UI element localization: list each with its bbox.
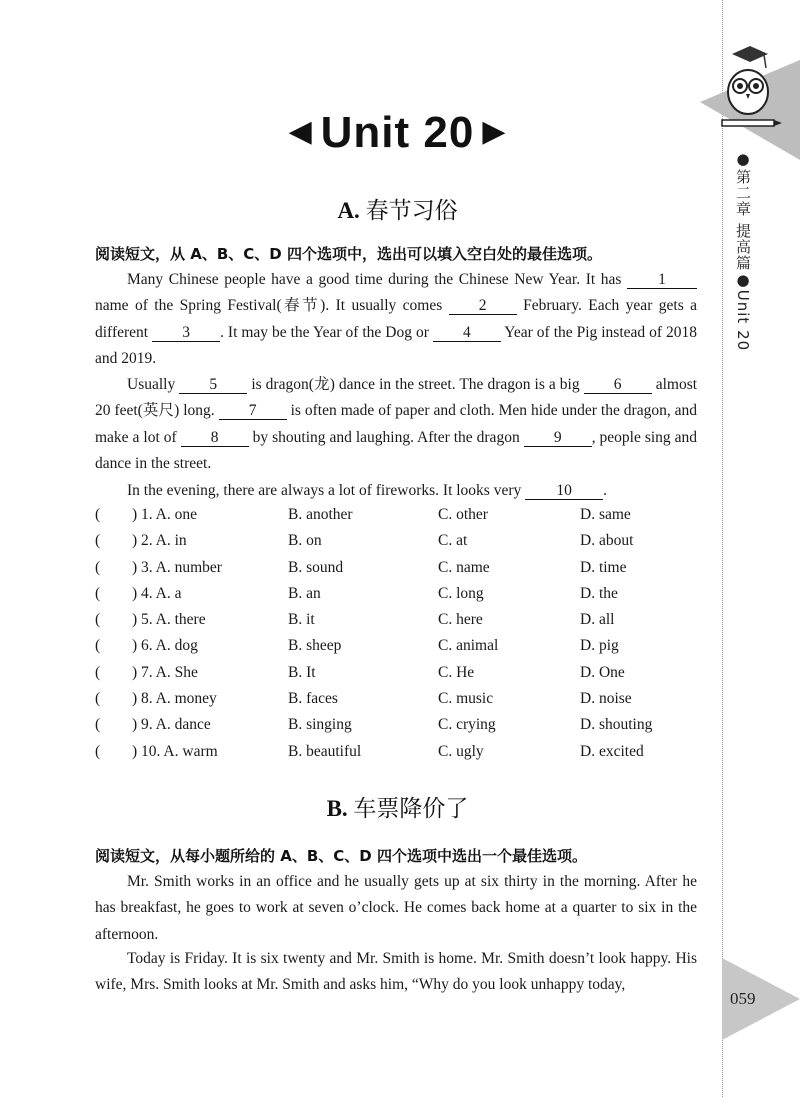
text: Many Chinese people have a good time during the Chinese New Year. It has: [127, 271, 622, 288]
option-a: ) 6. A. dog: [132, 637, 198, 655]
blank-8[interactable]: 8: [181, 429, 249, 447]
answer-bracket[interactable]: (: [95, 742, 101, 760]
option-a: ) 7. A. She: [132, 663, 198, 681]
question-row: [95, 741, 695, 767]
text: In the evening, there are always a lot of fireworks. It looks very: [127, 482, 522, 499]
answer-bracket[interactable]: (: [95, 532, 101, 550]
answer-bracket[interactable]: (: [95, 716, 101, 734]
option-c: C. here: [438, 611, 483, 629]
option-b: B. sound: [288, 558, 344, 576]
option-d: D. noise: [580, 690, 632, 708]
option-c: C. crying: [438, 716, 496, 734]
options-list: [95, 504, 695, 767]
answer-bracket[interactable]: (: [95, 584, 101, 602]
answer-bracket[interactable]: (: [95, 637, 101, 655]
chapter-vertical-label: ●第二章 提高篇●Unit 20: [734, 150, 752, 352]
option-c: C. ugly: [438, 742, 484, 760]
option-d: D. time: [580, 558, 627, 576]
text: Usually: [127, 376, 176, 393]
question-row: [95, 609, 695, 635]
option-b: B. It: [288, 663, 316, 681]
option-b: B. faces: [288, 690, 338, 708]
question-row: [95, 714, 695, 740]
text: by shouting and laughing. After the dragon: [252, 428, 520, 446]
blank-2[interactable]: 2: [449, 297, 517, 315]
blank-4[interactable]: 4: [433, 324, 501, 342]
option-a: ) 3. A. number: [132, 558, 222, 576]
option-d: D. excited: [580, 742, 644, 760]
page-number: 059: [730, 989, 756, 1008]
section-b-title: 车票降价了: [353, 796, 469, 822]
answer-bracket[interactable]: (: [95, 690, 101, 708]
option-d: D. same: [580, 506, 631, 523]
blank-6[interactable]: 6: [584, 376, 652, 394]
blank-5[interactable]: 5: [179, 376, 247, 394]
unit-title: [0, 108, 795, 158]
question-row: [95, 688, 695, 714]
option-c: C. animal: [438, 637, 499, 655]
right-triangle-icon: ▶: [482, 115, 507, 148]
section-b-letter: B.: [326, 796, 348, 821]
text: almost 20 feet(英尺) long.: [95, 376, 698, 420]
question-row: [95, 635, 695, 661]
section-a-paragraph-2: [95, 372, 697, 477]
option-c: C. name: [438, 558, 490, 576]
blank-7[interactable]: 7: [219, 402, 287, 420]
text: , people sing and dance in the street.: [95, 428, 698, 472]
section-a-title: 春节习俗: [365, 198, 458, 224]
answer-bracket[interactable]: (: [95, 611, 101, 629]
option-b: B. beautiful: [288, 742, 362, 760]
option-a: ) 5. A. there: [132, 611, 206, 629]
blank-3[interactable]: 3: [152, 324, 220, 342]
option-d: D. all: [580, 611, 615, 629]
section-a-paragraph-3: [95, 478, 697, 504]
answer-bracket[interactable]: (: [95, 663, 101, 681]
answer-bracket[interactable]: (: [95, 506, 101, 523]
blank-10[interactable]: 10: [525, 482, 603, 500]
option-a: ) 9. A. dance: [132, 716, 211, 734]
option-d: D. pig: [580, 637, 619, 655]
option-d: D. about: [580, 532, 634, 550]
option-a: ) 4. A. a: [132, 584, 182, 602]
option-c: C. He: [438, 663, 475, 681]
option-c: C. other: [438, 506, 488, 523]
text: Year of the Pig instead of 2018 and 2019.: [95, 323, 698, 367]
option-b: B. it: [288, 611, 315, 629]
left-triangle-icon: ◀: [288, 115, 313, 148]
option-d: D. the: [580, 584, 618, 602]
section-a-paragraph-1: [95, 267, 697, 372]
text: is often made of paper and cloth. Men hide under the dragon, and make a lot of: [95, 402, 698, 446]
option-a: ) 2. A. in: [132, 532, 187, 550]
option-d: D. One: [580, 663, 625, 681]
question-row: [95, 662, 695, 688]
question-row: [95, 504, 695, 530]
answer-bracket[interactable]: (: [95, 558, 101, 576]
text: . It may be the Year of the Dog or: [220, 323, 429, 341]
option-b: B. another: [288, 506, 353, 523]
option-d: D. shouting: [580, 716, 653, 734]
section-a-instruction: 阅读短文，从 A、B、C、D 四个选项中，选出可以填入空白处的最佳选项。: [95, 245, 602, 263]
question-row: [95, 530, 695, 556]
blank-1[interactable]: 1: [627, 271, 697, 289]
option-c: C. long: [438, 584, 484, 602]
unit-title-text: Unit 20: [320, 108, 475, 157]
option-b: B. an: [288, 584, 321, 602]
option-c: C. at: [438, 532, 468, 550]
question-row: [95, 583, 695, 609]
section-a-heading: [0, 192, 795, 225]
option-a: ) 1. A. one: [132, 506, 198, 523]
option-b: B. sheep: [288, 637, 342, 655]
section-b-paragraph-2: Today is Friday. It is six twenty and Mr. Smith is home. Mr. Smith doesn’t look happy. His wife, Mrs. Smith looks at Mr. Smith and asks him, “Why do you look unhappy today,: [95, 950, 697, 994]
text: February. Each year gets a different: [95, 297, 698, 341]
option-a: ) 10. A. warm: [132, 742, 218, 760]
option-b: B. singing: [288, 716, 352, 734]
text: name of the Spring Festival(春节). It usually comes: [95, 297, 443, 315]
option-c: C. music: [438, 690, 494, 708]
option-b: B. on: [288, 532, 322, 550]
section-b-instruction: 阅读短文，从每小题所给的 A、B、C、D 四个选项中选出一个最佳选项。: [95, 847, 587, 865]
section-a-letter: A.: [337, 198, 360, 223]
section-b-heading: [0, 790, 795, 823]
question-row: [95, 557, 695, 583]
text: is dragon(龙) dance in the street. The dragon is a big: [251, 376, 580, 393]
option-a: ) 8. A. money: [132, 690, 217, 708]
text: .: [603, 482, 608, 499]
blank-9[interactable]: 9: [524, 429, 592, 447]
section-b-paragraph-1: Mr. Smith works in an office and he usually gets up at six thirty in the morning. After he has breakfast, he goes to work at seven o’clock. He comes back home at a quarter to six in the afternoon.: [95, 873, 697, 943]
